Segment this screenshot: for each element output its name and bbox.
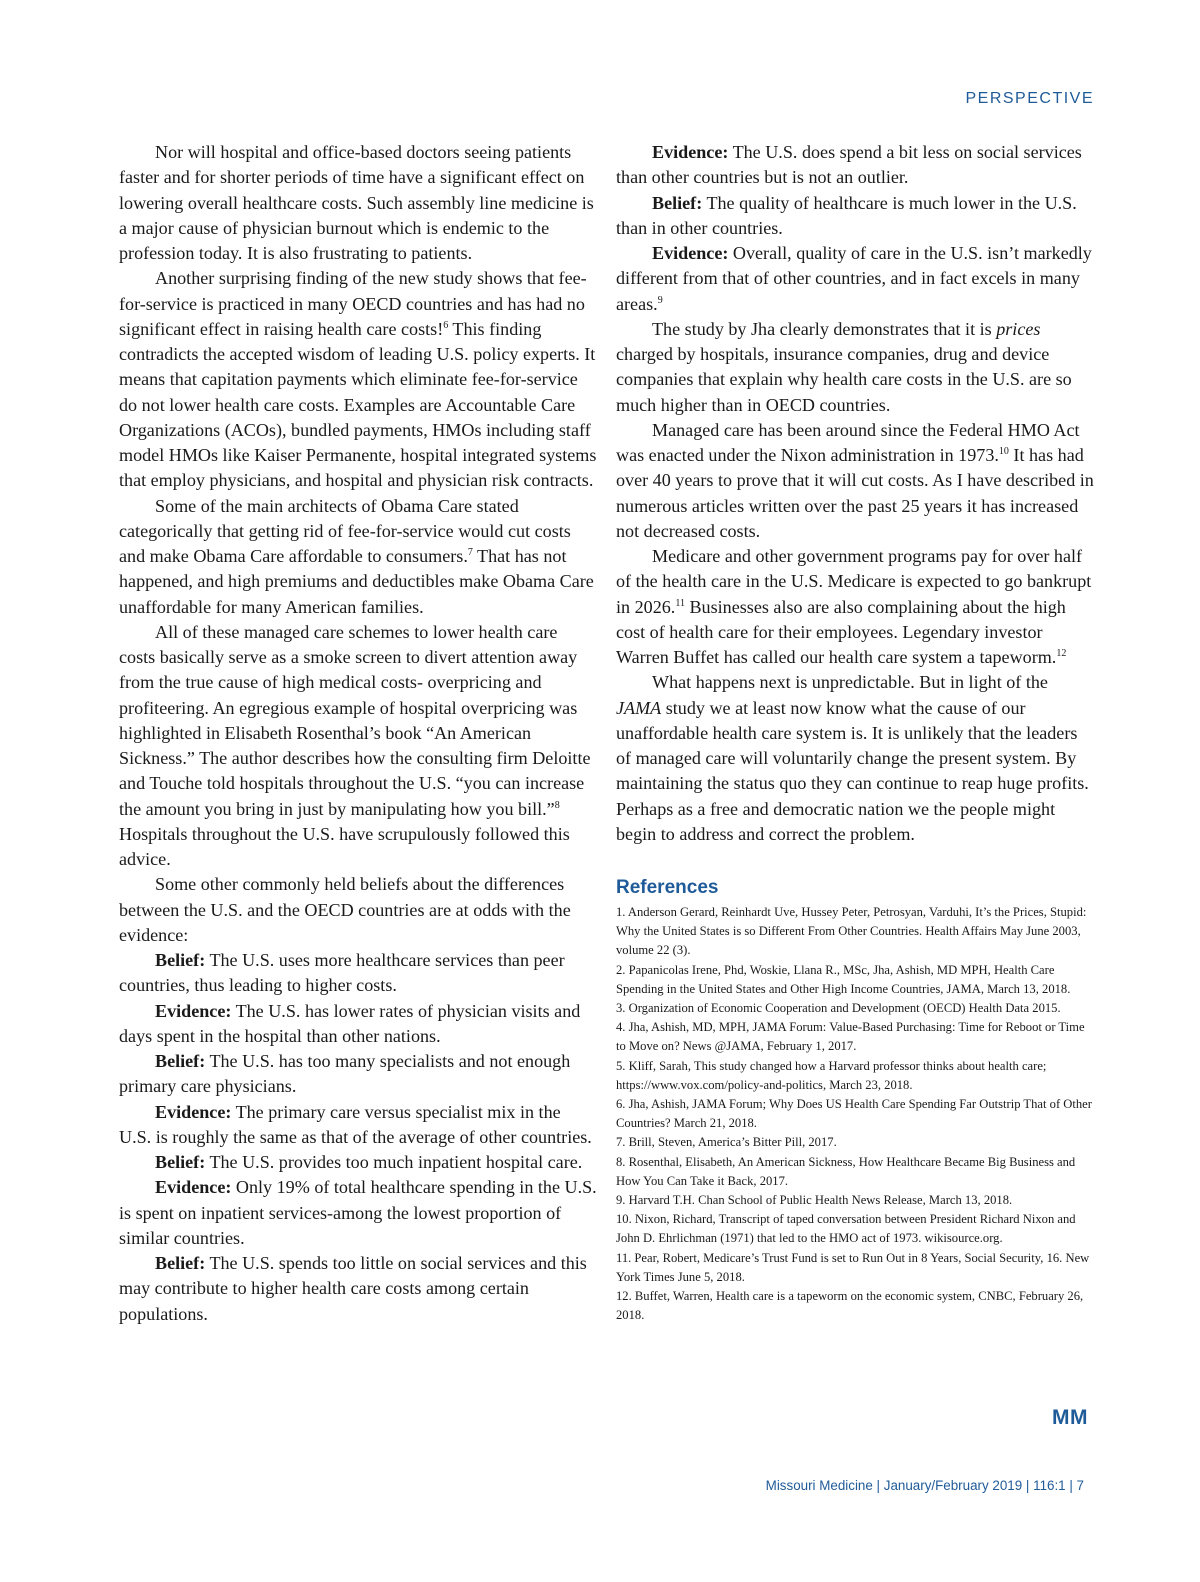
paragraph: Nor will hospital and office-based doctors seeing patients faster and for shorter periods of time have a significant effect on lowering overall healthcare costs. Such assembly line medicine is a major cause of physician burnout which is endemic to the profession today. It is also frustrating to patients. <box>119 142 594 263</box>
reference-item: 1. Anderson Gerard, Reinhardt Uve, Hussey Peter, Petrosyan, Varduhi, It’s the Prices, Stupid: Why the United States is so Different From Other Countries. Health Affairs May June 2003, volume 22 (3). <box>616 905 1087 958</box>
belief-paragraph: Belief: The quality of healthcare is much lower in the U.S. than in other countries. <box>616 192 1077 238</box>
paragraph: Managed care has been around since the Federal HMO Act was enacted under the Nixon administration in 1973.10 It has had over 40 years to prove that it will cut costs. As I have described in numerous articles written over the past 25 years it has increased not decreased costs. <box>616 419 1094 541</box>
references-list <box>616 903 1094 1325</box>
evidence-paragraph: Evidence: The primary care versus specialist mix in the U.S. is roughly the same as that of the average of other countries. <box>119 1101 592 1147</box>
reference-item: 10. Nixon, Richard, Transcript of taped conversation between President Richard Nixon and John D. Ehrlichman (1971) that led to the HMO act of 1973. wikisource.org. <box>616 1212 1076 1246</box>
evidence-paragraph: Evidence: Overall, quality of care in the U.S. isn’t markedly different from that of other countries, and in fact excels in many areas.$^9$ <box>616 243 1092 314</box>
reference-item: 4. Jha, Ashish, MD, MPH, JAMA Forum: Value-Based Purchasing: Time for Reboot or Time to Move on? News @JAMA, February 1, 2017. <box>616 1020 1085 1054</box>
paragraph: The study by Jha clearly demonstrates that it is prices charged by hospitals, insurance companies, drug and device companies that explain why health care costs in the U.S. are so much higher than in OECD countries. <box>616 318 1072 415</box>
citation-superscript: 12 <box>1056 648 1067 659</box>
reference-item: 9. Harvard T.H. Chan School of Public Health News Release, March 13, 2018. <box>616 1193 1013 1208</box>
right-column <box>616 140 1094 1325</box>
belief-paragraph: Belief: The U.S. uses more healthcare services than peer countries, thus leading to higher costs. <box>119 950 565 996</box>
left-column <box>119 140 597 1327</box>
citation-superscript: 9 <box>657 294 663 306</box>
reference-item: 7. Brill, Steven, America’s Bitter Pill, 2017. <box>616 1135 837 1150</box>
references-heading: References <box>616 877 719 898</box>
reference-item: 11. Pear, Robert, Medicare’s Trust Fund is set to Run Out in 8 Years, Social Security, 16. New York Times June 5, 2018. <box>616 1250 1090 1284</box>
reference-item: 12. Buffet, Warren, Health care is a tapeworm on the economic system, CNBC, February 26, 2018. <box>616 1289 1084 1323</box>
belief-paragraph: Belief: The U.S. has too many specialists and not enough primary care physicians. <box>119 1051 571 1097</box>
evidence-paragraph: Evidence: The U.S. does spend a bit less on social services than other countries but is not an outlier. <box>616 142 1082 188</box>
reference-item: 6. Jha, Ashish, JAMA Forum; Why Does US Health Care Spending Far Outstrip That of Other Countries? March 21, 2018. <box>616 1097 1092 1131</box>
reference-item: 2. Papanicolas Irene, Phd, Woskie, Llana R., MSc, Jha, Ashish, MD MPH, Health Care Spending in the United States and Other High Income Countries, JAMA, March 13, 2018. <box>616 962 1071 996</box>
paragraph: Some other commonly held beliefs about the differences between the U.S. and the OECD countries are at odds with the evidence: <box>119 874 571 945</box>
belief-paragraph: Belief: The U.S. provides too much inpatient hospital care. <box>155 1152 583 1172</box>
citation-superscript: 10 <box>998 446 1009 457</box>
evidence-paragraph: Evidence: The U.S. has lower rates of physician visits and days spent in the hospital than other nations. <box>119 1000 581 1046</box>
citation-superscript: 6 <box>443 319 449 331</box>
evidence-paragraph: Evidence: Only 19% of total healthcare spending in the U.S. is spent on inpatient services-among the lowest proportion of similar countries. <box>119 1177 597 1248</box>
paragraph: What happens next is unpredictable. But in light of the JAMA study we at least now know what the cause of our unaffordable health care system is. It is unlikely that the leaders of managed care will voluntarily change the present system. By maintaining the status quo they can continue to reap huge profits. Perhaps as a free and democratic nation we the people might begin to address and correct the problem. <box>616 672 1089 844</box>
section-header: PERSPECTIVE <box>965 90 1094 107</box>
paragraph: All of these managed care schemes to lower health care costs basically serve as a smoke screen to divert attention away from the true cause of high medical costs- overpricing and profiteering. An egregious example of hospital overpricing was highlighted in Elisabeth Rosenthal’s book “An American Sickness.” The author describes how the consulting firm Deloitte and Touche told hospitals throughout the U.S. “you can increase the amount you bring in just by manipulating how you bill.”$^8$ Hospitals throughout the U.S. have scrupulously followed this advice. <box>119 621 591 869</box>
citation-superscript: 7 <box>467 547 473 558</box>
belief-paragraph: Belief: The U.S. spends too little on social services and this may contribute to higher health care costs among certain populations. <box>119 1253 587 1324</box>
reference-item: 5. Kliff, Sarah, This study changed how a Harvard professor thinks about health care; https://www.vox.com/policy-and-politics, March 23, 2018. <box>616 1058 1047 1092</box>
citation-superscript: 8 <box>554 799 560 811</box>
citation-superscript: 11 <box>675 597 685 609</box>
reference-item: 3. Organization of Economic Cooperation and Development (OECD) Health Data 2015. <box>616 1001 1061 1016</box>
missouri-medicine-logo: MM <box>1052 1406 1088 1429</box>
paragraph: Medicare and other government programs pay for over half of the health care in the U.S. Medicare is expected to go bankrupt in 2026.11 Businesses also are also complaining about the high cost of health care for their employees. Legendary investor Warren Buffet has called our health care system a tapeworm.$^{12}$ <box>616 546 1092 667</box>
paragraph: Another surprising finding of the new study shows that fee-for-service is practiced in many OECD countries and has had no significant effect in raising health care costs!$^6$ This finding contradicts the accepted wisdom of leading U.S. policy experts. It means that capitation payments which eliminate fee-for-service do not lower health care costs. Examples are Accountable Care Organizations (ACOs), bundled payments, HMOs including staff model HMOs like Kaiser Permanente, hospital integrated systems that employ physicians, and hospital and physician risk contracts. <box>119 268 597 491</box>
paragraph: Some of the main architects of Obama Care stated categorically that getting rid of fee-for-service would cut costs and make Obama Care affordable to consumers.$^7$ That has not happened, and high premiums and deductibles make Obama Care unaffordable for many American families. <box>119 495 594 617</box>
reference-item: 8. Rosenthal, Elisabeth, An American Sickness, How Healthcare Became Big Business and How You Can Take it Back, 2017. <box>616 1154 1076 1188</box>
page-footer: Missouri Medicine | January/February 2019 | 116:1 | 7 <box>765 1478 1084 1493</box>
